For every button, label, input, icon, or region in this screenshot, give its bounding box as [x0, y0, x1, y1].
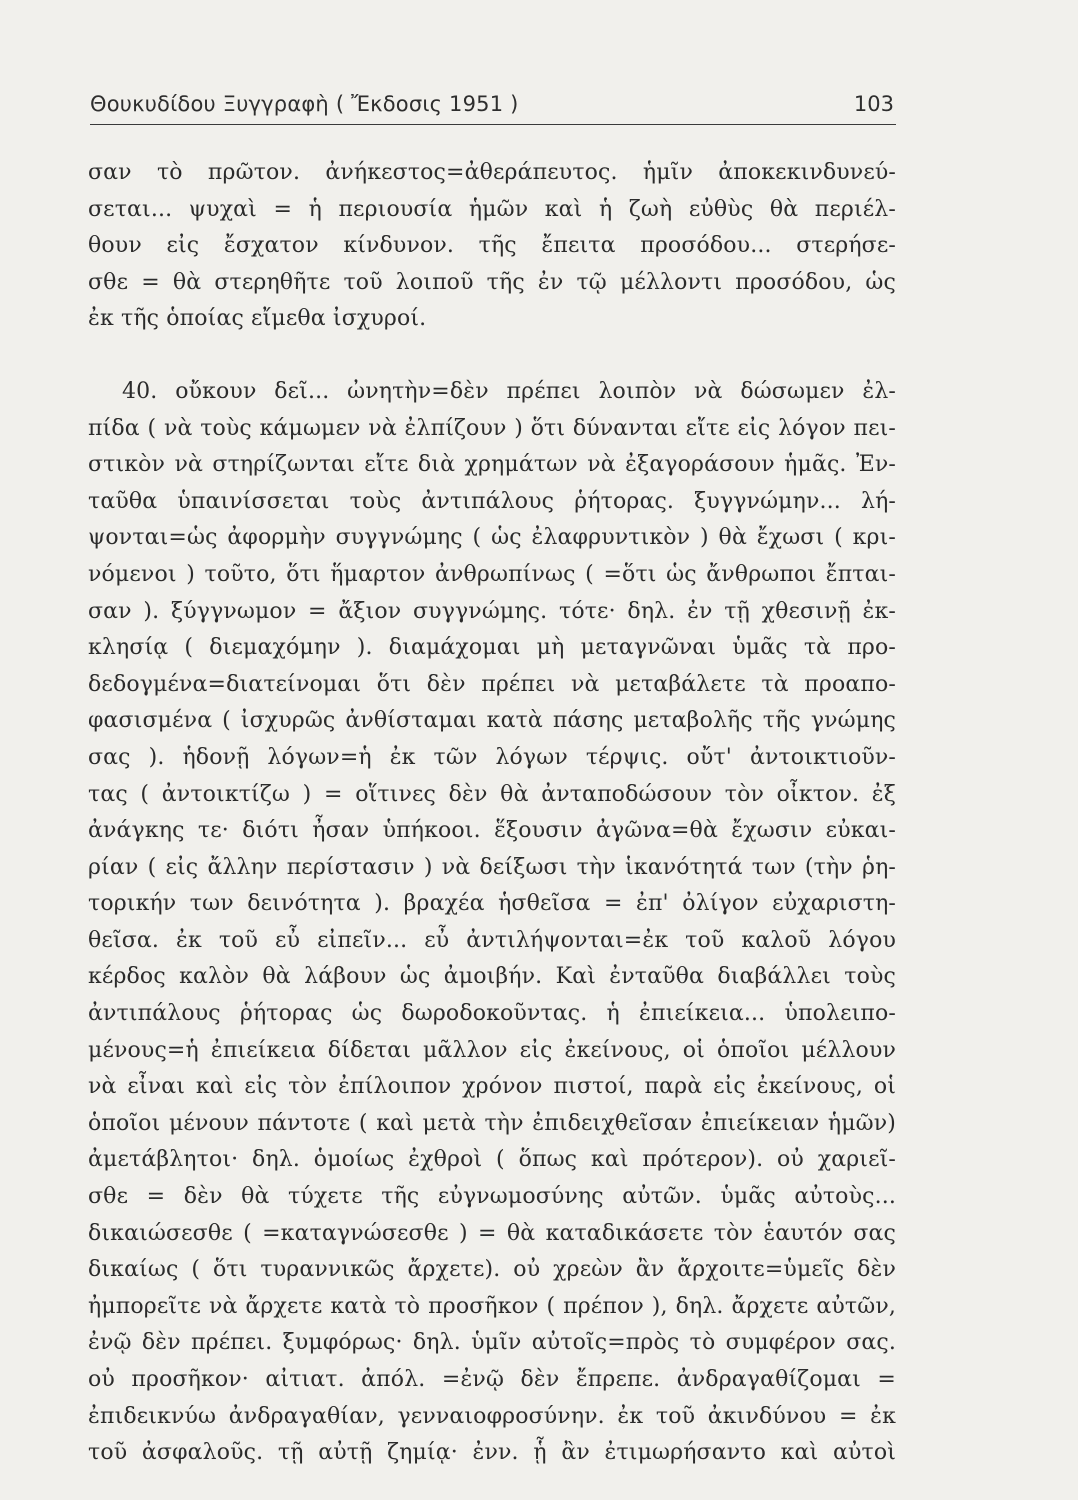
text-line: σθε = δὲν θὰ τύχετε τῆς εὐγνωμοσύνης αὐτῶν. ὑμᾶς αὐτοὺς... — [88, 1184, 896, 1210]
text-line: πίδα ( νὰ τοὺς κάμωμεν νὰ ἐλπίζουν ) ὅτι δύνανται εἴτε εἰς λόγον πει- — [88, 415, 896, 441]
text-line: ψονται=ὡς ἀφορμὴν συγγνώμης ( ὡς ἐλαφρυντικὸν ) θὰ ἔχωσι ( κρι- — [88, 525, 896, 551]
text-line: στικὸν νὰ στηρίζωνται εἴτε διὰ χρημάτων νὰ ἐξαγοράσουν ἡμᾶς. Ἐν- — [88, 452, 896, 478]
text-line: δεδογμένα=διατείνομαι ὅτι δὲν πρέπει νὰ μεταβάλετε τὰ προαπο- — [88, 671, 896, 697]
text-line: θεῖσα. ἐκ τοῦ εὖ εἰπεῖν... εὖ ἀντιλήψονται=ἐκ τοῦ καλοῦ λόγου — [88, 927, 896, 953]
text-line: φασισμένα ( ἰσχυρῶς ἀνθίσταμαι κατὰ πάσης μεταβολῆς τῆς γνώμης — [88, 708, 896, 734]
text-line: ἐκ τῆς ὁποίας εἴμεθα ἰσχυροί. — [88, 306, 427, 332]
text-line: ὁποῖοι μένουν πάντοτε ( καὶ μετὰ τὴν ἐπιδειχθεῖσαν ἐπιείκειαν ἡμῶν) — [88, 1110, 896, 1136]
text-line: σας ). ἡδονῇ λόγων=ἡ ἐκ τῶν λόγων τέρψις. οὔτ' ἀντοικτιοῦν- — [88, 744, 896, 770]
text-line: 40. οὔκουν δεῖ... ὠνητὴν=δὲν πρέπει λοιπὸν νὰ δώσωμεν ἐλ- — [122, 378, 896, 404]
text-line: τορικήν των δεινότητα ). βραχέα ἡσθεῖσα = ἐπ' ὀλίγον εὐχαριστη- — [88, 891, 896, 917]
text-line: ἐνῷ δὲν πρέπει. ξυμφόρως· δηλ. ὑμῖν αὐτοῖς=πρὸς τὸ συμφέρον σας. — [88, 1330, 896, 1356]
text-line: δικαίως ( ὅτι τυραννικῶς ἄρχετε). οὐ χρεὼν ἂν ἄρχοιτε=ὑμεῖς δὲν — [88, 1257, 896, 1283]
text-line: ἐπιδεικνύω ἀνδραγαθίαν, γενναιοφροσύνην. ἐκ τοῦ ἀκινδύνου = ἐκ — [88, 1403, 896, 1429]
text-line: ἀμετάβλητοι· δηλ. ὁμοίως ἐχθροὶ ( ὅπως καὶ πρότερον). οὐ χαριεῖ- — [88, 1147, 896, 1173]
text-line: κλησίᾳ ( διεμαχόμην ). διαμάχομαι μὴ μεταγνῶναι ὑμᾶς τὰ προ- — [88, 635, 896, 661]
text-line: δικαιώσεσθε ( =καταγνώσεσθε ) = θὰ καταδικάσετε τὸν ἑαυτόν σας — [88, 1220, 896, 1246]
commentary-text — [88, 155, 896, 1472]
running-head — [90, 90, 896, 125]
text-line: ἠμπορεῖτε νὰ ἄρχετε κατὰ τὸ προσῆκον ( πρέπον ), δηλ. ἄρχετε αὐτῶν, — [88, 1293, 896, 1319]
text-line: θουν εἰς ἔσχατον κίνδυνον. τῆς ἔπειτα προσόδου... στερήσε- — [88, 233, 896, 259]
text-line: κέρδος καλὸν θὰ λάβουν ὡς ἀμοιβήν. Καὶ ἐνταῦθα διαβάλλει τοὺς — [88, 964, 896, 990]
paragraph-1 — [88, 155, 896, 338]
text-line: σεται... ψυχαὶ = ἡ περιουσία ἡμῶν καὶ ἡ ζωὴ εὐθὺς θὰ περιέλ- — [88, 196, 896, 222]
text-line: ρίαν ( εἰς ἄλλην περίστασιν ) νὰ δείξωσι τὴν ἱκανότητά των (τὴν ῥη- — [88, 854, 896, 880]
text-line: νὰ εἶναι καὶ εἰς τὸν ἐπίλοιπον χρόνον πιστοί, παρὰ εἰς ἐκείνους, οἱ — [88, 1074, 896, 1100]
text-line: μένους=ἡ ἐπιείκεια δίδεται μᾶλλον εἰς ἐκείνους, οἱ ὁποῖοι μέλλουν — [88, 1037, 896, 1063]
book-title: Θουκυδίδου Ξυγγραφὴ ( Ἔκδοσις 1951 ) — [90, 92, 519, 116]
text-line: τοῦ ἀσφαλοῦς. τῇ αὐτῇ ζημίᾳ· ἐνν. ᾗ ἂν ἐτιμωρήσαντο καὶ αὐτοὶ — [88, 1440, 896, 1466]
paragraph-gap — [88, 338, 896, 374]
text-line: ἀνάγκης τε· διότι ἦσαν ὑπήκοοι. ἕξουσιν ἀγῶνα=θὰ ἔχωσιν εὐκαι- — [88, 818, 896, 844]
text-line: σαν ). ξύγγνωμον = ἄξιον συγγνώμης. τότε· δηλ. ἐν τῇ χθεσινῇ ἐκ- — [88, 598, 896, 624]
text-line: τας ( ἀντοικτίζω ) = οἵτινες δὲν θὰ ἀνταποδώσουν τὸν οἶκτον. ἐξ — [88, 781, 896, 807]
page-number: 103 — [853, 92, 894, 116]
paragraph-2 — [88, 374, 896, 1472]
text-line: σθε = θὰ στερηθῆτε τοῦ λοιποῦ τῆς ἐν τῷ μέλλοντι προσόδου, ὡς — [88, 269, 896, 295]
text-line: σαν τὸ πρῶτον. ἀνήκεστος=ἀθεράπευτος. ἡμῖν ἀποκεκινδυνεύ- — [88, 160, 896, 185]
text-line: ταῦθα ὑπαινίσσεται τοὺς ἀντιπάλους ῥήτορας. ξυγγνώμην... λή- — [88, 488, 896, 514]
text-line: νόμενοι ) τοῦτο, ὅτι ἥμαρτον ἀνθρωπίνως ( =ὅτι ὡς ἄνθρωποι ἔπται- — [88, 561, 896, 587]
text-line: ἀντιπάλους ῥήτορας ὡς δωροδοκοῦντας. ἡ ἐπιείκεια... ὑπολειπο- — [88, 1001, 896, 1027]
text-line: οὐ προσῆκον· αἰτιατ. ἀπόλ. =ἐνῷ δὲν ἔπρεπε. ἀνδραγαθίζομαι = — [88, 1367, 896, 1392]
